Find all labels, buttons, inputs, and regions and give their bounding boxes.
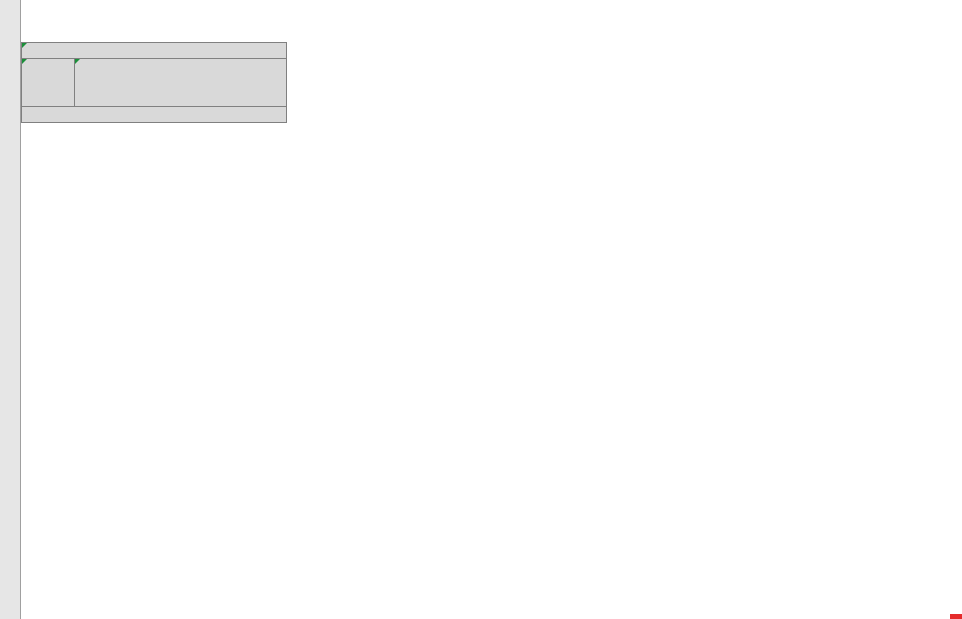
red-marker [950,614,962,619]
code-column-header[interactable] [21,58,75,107]
row-number-gutter [0,0,21,619]
name-column-header[interactable] [74,58,287,107]
item-group-header[interactable] [21,42,287,59]
report-title [21,0,962,16]
spreadsheet-grid[interactable] [21,0,962,619]
lanci-header[interactable] [21,106,287,123]
